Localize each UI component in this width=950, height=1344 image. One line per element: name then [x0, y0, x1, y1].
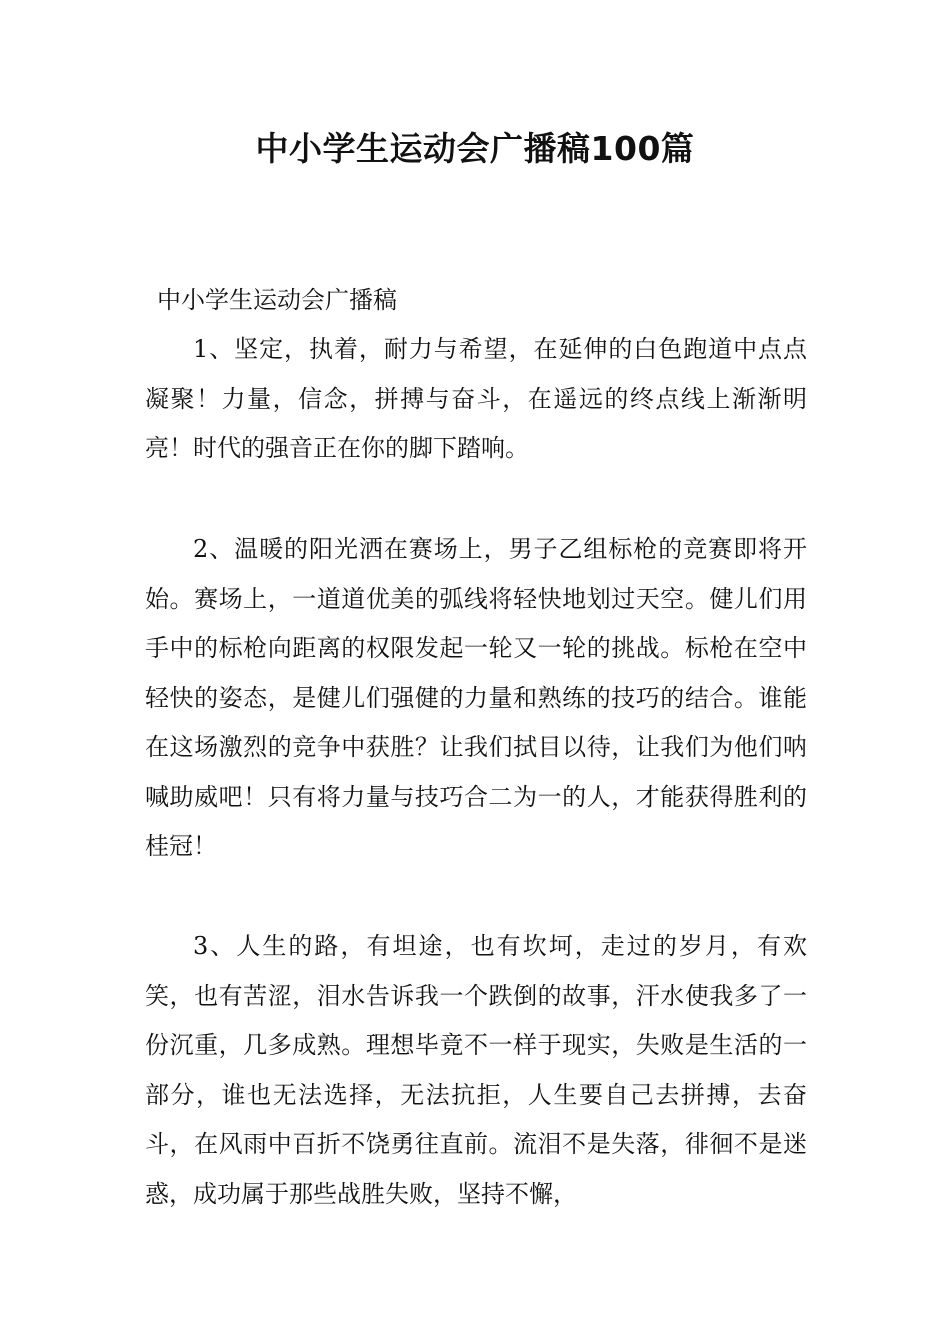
paragraph-3: 3、人生的路，有坦途，也有坎坷，走过的岁月，有欢笑，也有苦涩，泪水告诉我一个跌倒的故事，汗水使我多了一份沉重，几多成熟。理想毕竟不一样于现实，失败是生活的一部分，谁也无法选择，无法抗拒，人生要自己去拼搏，去奋斗，在风雨中百折不饶勇往直前。流泪不是失落，徘徊不是迷惑，成功属于那些战胜失败，坚持不懈，: [145, 932, 807, 1208]
paragraph-2: 2、温暖的阳光洒在赛场上，男子乙组标枪的竞赛即将开始。赛场上，一道道优美的弧线将轻快地划过天空。健儿们用手中的标枪向距离的权限发起一轮又一轮的挑战。标枪在空中轻快的姿态，是健儿们强健的力量和熟练的技巧的结合。谁能在这场激烈的竞争中获胜？让我们拭目以待，让我们为他们呐喊助威吧！只有将力量与技巧合二为一的人，才能获得胜利的桂冠！: [145, 535, 807, 860]
document-title: 中小学生运动会广播稿100篇: [255, 129, 695, 168]
paragraph-1: 1、坚定，执着，耐力与希望，在延伸的白色跑道中点点凝聚！力量，信念，拼搏与奋斗，在遥远的终点线上渐渐明亮！时代的强音正在你的脚下踏响。: [145, 335, 807, 462]
section-heading: 中小学生运动会广播稿: [157, 286, 397, 314]
